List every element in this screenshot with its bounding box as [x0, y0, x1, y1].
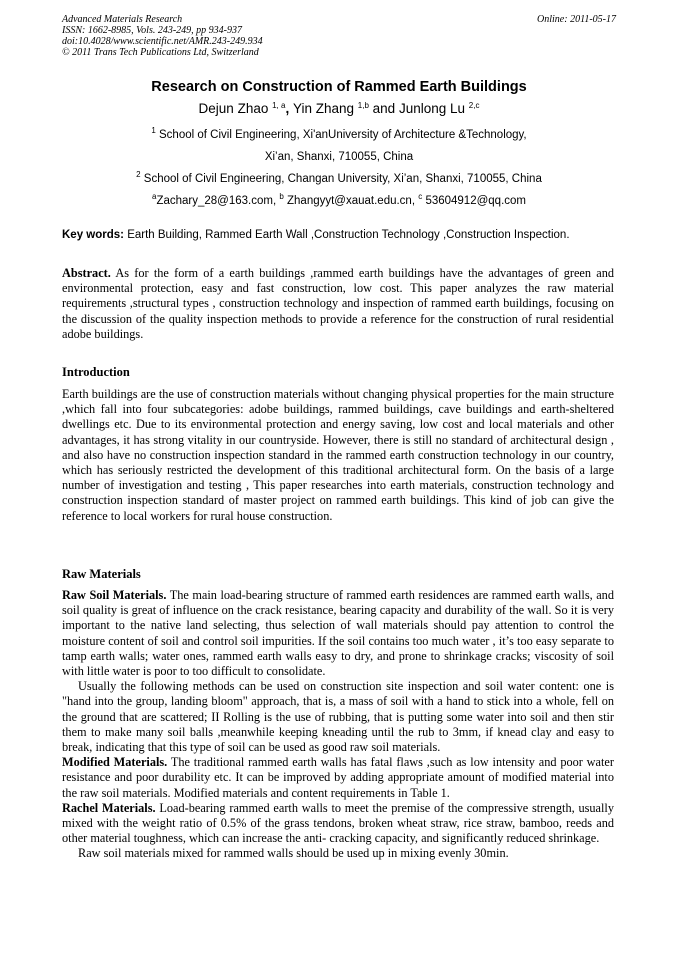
email-sup: b — [279, 192, 284, 201]
raw-soil-text: The main load-bearing structure of rammed earth residences are rammed earth walls, and soil quality is great of influence on the crack resistance, bearing capacity and durability of the wall. So it is very important to the native land selecting, thus selection of wall materials should pay attention to control the moisture content of soil and control soil impurities. If the soil contains too much water , it’s too easy separate to tamp earth walls; water ones, rammed earth walls easy to dry, and prone to shrinkage cracks; viscosity of soil with little water is poor to too difficult to consolidate. — [62, 588, 614, 679]
paper-title: Research on Construction of Rammed Earth Buildings — [151, 79, 527, 95]
abstract — [62, 266, 614, 342]
author-sup: 2,c — [468, 101, 480, 110]
email-sup: c — [418, 192, 423, 201]
affiliation-text: School of Civil Engineering, Changan University, Xi’an, Shanxi, 710055, China — [143, 173, 542, 185]
introduction-text: Earth buildings are the use of construction materials without changing physical properties for the main structure ,which fall into four subcategories: adobe buildings, rammed buildings, cave buildings and earth-sheltered dwellings etc. Due to its environmental protection and energy saving, low cost and local materials and other advantages, it has strong vitality in our countryside. However, there is still no standard of architectural design , and also have no construction inspection standard in the rammed earth construction technology in our country, which has seriously restricted the development of this traditional architectural form. On the basis of a large number of investigation and testing , This paper researches into earth materials, construction technology and construction inspection standard of master project on rammed earth buildings. This kind of job can give the reference to local workers for rural house construction. — [62, 387, 614, 523]
author-list — [0, 101, 678, 116]
affiliation-text: School of Civil Engineering, Xi'anUniversity of Architecture &Technology, — [159, 129, 527, 141]
raw-soil-label: Raw Soil Materials. — [62, 588, 167, 602]
rachel-label: Rachel Materials. — [62, 800, 156, 815]
introduction-body — [62, 387, 614, 524]
email-line — [0, 192, 678, 207]
raw-materials-body — [62, 588, 614, 862]
keywords-text: Earth Building, Rammed Earth Wall ,Construction Technology ,Construction Inspection. — [124, 229, 570, 241]
modified-label: Modified Materials. — [62, 755, 168, 770]
affiliation-sup: 2 — [136, 170, 141, 179]
keywords-label: Key words: — [62, 229, 124, 241]
abstract-text: As for the form of a earth buildings ,rammed earth buildings have the advantages of green and environmental protection, easy and fast construction, low cost. This paper analyzes the raw material requirements ,structural types , construction technology and inspection of rammed earth buildings, focusing on the discussion of the quality inspection methods to provide a reference for the construction of rural residential adobe buildings. — [62, 266, 614, 341]
affiliation-sup: 1 — [151, 126, 156, 135]
author-name: Dejun Zhao — [198, 101, 269, 116]
methods-paragraph: Usually the following methods can be used on construction site inspection and soil water content: one is "hand into the group, landing bloom" approach, that is, a mass of soil with a hand to stick into a whole, fell on the ground that are scattered; II Rolling is the use of rubbing, that is putting some water into soil and then stir them to make many soil balls ,meanwhile keeping kneading until the rub to 3mm, if knead clay and easy to break, indicating that this type of soil can be used as good raw soil materials. — [62, 679, 614, 755]
modified-paragraph — [62, 755, 614, 801]
modified-text: The traditional rammed earth walls has fatal flaws ,such as low intensity and poor water resistance and poor durability etc. It can be improved by adding appropriate amount of modified material into the raw soil materials. Modified materials and content requirements in Table 1. — [62, 755, 614, 800]
author-sup: 1,b — [357, 101, 369, 110]
mixing-paragraph: Raw soil materials mixed for rammed walls should be used up in mixing evenly 30min. — [78, 846, 509, 861]
email-c: 53604912@qq.com — [425, 195, 526, 207]
author-sup: 1, a — [272, 101, 286, 110]
author-separator: and — [368, 101, 399, 116]
doi: doi:10.4028/www.scientific.net/AMR.243-249.934 — [62, 36, 263, 47]
email-a: Zachary_28@163.com, — [156, 195, 280, 207]
raw-soil-paragraph — [62, 588, 614, 679]
email-b: Zhangyyt@xauat.edu.cn, — [287, 195, 419, 207]
copyright: © 2011 Trans Tech Publications Ltd, Switzerland — [62, 47, 259, 58]
affiliation-2 — [0, 170, 678, 185]
affiliation-1-line1 — [0, 126, 678, 141]
author-name: Yin Zhang — [292, 101, 355, 116]
keywords — [62, 229, 622, 241]
rachel-text: Load-bearing rammed earth walls to meet the premise of the compressive strength, usually mixed with the weight ratio of 0.5% of the grass tendons, broken wheat straw, rice straw, bamboo, reeds and other material toughness, which can increase the anti- cracking capacity, and significantly reduced shrinkage. — [62, 800, 614, 846]
abstract-label: Abstract. — [62, 266, 111, 280]
introduction-heading: Introduction — [62, 365, 130, 379]
raw-materials-heading: Raw Materials — [62, 567, 141, 581]
affiliation-1-line2: Xi’an, Shanxi, 710055, China — [264, 151, 414, 163]
email-sup: a — [151, 192, 157, 201]
author-separator: , — [285, 101, 293, 116]
journal-header — [62, 14, 616, 58]
rachel-paragraph — [62, 801, 614, 847]
author-name: Junlong Lu — [398, 101, 465, 116]
issn: ISSN: 1662-8985, Vols. 243-249, pp 934-937 — [62, 25, 242, 36]
journal-name: Advanced Materials Research — [62, 14, 183, 25]
online-date: Online: 2011-05-17 — [537, 14, 616, 25]
